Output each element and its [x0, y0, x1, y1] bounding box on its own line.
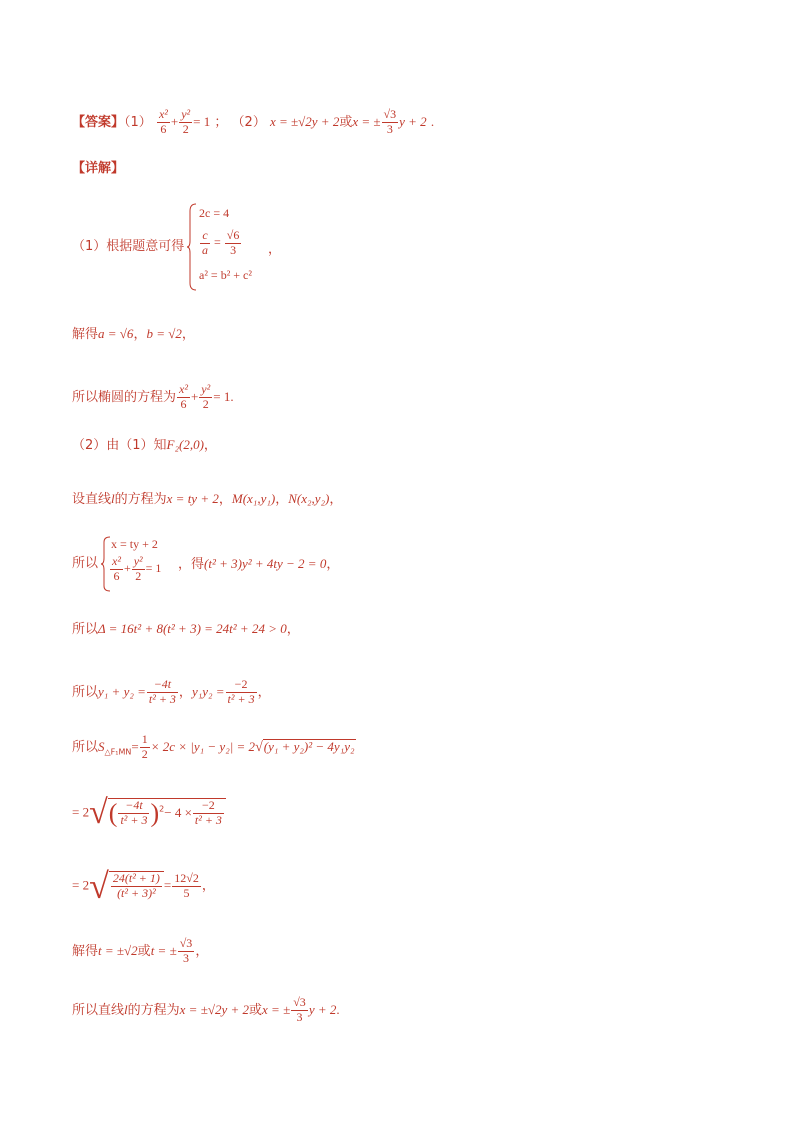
step13-eq2-prefix: x = ± — [262, 1001, 291, 1017]
step5-eq: x = ty + 2 — [166, 491, 219, 506]
step12-eq2: t = ± — [150, 942, 177, 958]
step12-eq1: t = ±√2 — [98, 942, 138, 958]
sqrt-icon: √ — [89, 794, 108, 831]
step11-eq: = — [163, 877, 172, 893]
step1-sys-line2: $\frac{c}{a}$ = $\frac{√6}{3}$ — [202, 228, 240, 257]
step5-end: ， — [329, 492, 343, 507]
step2-end: ， — [181, 327, 195, 342]
step9-s-sub: △F₁MN — [104, 747, 132, 757]
step13-frac: $\frac{√3}{3}$ — [293, 995, 306, 1024]
answer-part2-eq2-suffix: y + 2 — [399, 113, 427, 129]
step6-eq: (t² + 3)y² + 4ty − 2 = 0 — [204, 556, 327, 571]
answer-tag: 【答案】 — [72, 114, 125, 130]
step9-root: (y₁ + y₂)² − 4y₁y₂ — [263, 738, 355, 754]
step13-or: 或 — [249, 1002, 263, 1018]
step13-eq1: x = ±√2y + 2 — [179, 1001, 250, 1017]
answer-line — [72, 108, 434, 137]
step12-frac: $\frac{√3}{3}$ — [179, 936, 193, 965]
step9-half-frac: $\frac{1}{2}$ — [141, 732, 148, 761]
step1-sys-line3: a² = b² + c² — [199, 268, 252, 282]
answer-y-frac: $\frac{\text{y²}}{2}$ — [181, 107, 191, 136]
plus-sign: + — [170, 113, 179, 129]
step12-line — [72, 937, 208, 966]
step3-text: 所以椭圆的方程为 — [72, 389, 177, 405]
step9-eq1: = — [131, 738, 139, 754]
step10-root: ( $\frac{-4t}{\text{t² + 3}}$ )$^2$− 4 × $\frac{-2}{\text{t² + 3}}$ — [108, 798, 226, 828]
step8-prod-left: y₁y₂ = — [191, 683, 225, 699]
step7-eq: Δ = 16t² + 8(t² + 3) = 24t² + 24 > 0 — [98, 621, 287, 636]
step6-line — [72, 557, 98, 570]
step12-text: 解得 — [72, 943, 99, 959]
step3-line: 所以椭圆的方程为 $\frac{\text{x²}}{6}$ + $\frac{\text{y²}}{2}$ = 1. — [72, 382, 234, 411]
step11-root: $\frac{\text{24(t² + 1)}}{\text{(t² + 3)²}}$ — [109, 871, 164, 901]
answer-sqrt3-frac: $\frac{√3}{3}$ — [383, 107, 397, 136]
answer-or: 或 — [339, 114, 353, 130]
step10-lead: = 2 — [72, 804, 90, 820]
answer-x-frac: $\frac{\text{x²}}{6}$ — [158, 107, 168, 136]
step12-end: ， — [195, 943, 209, 959]
step1-text: （1）根据题意可得 — [72, 239, 185, 254]
step9-text: 所以 — [72, 739, 99, 755]
answer-part2-eq1: x = ±√2y + 2 — [269, 113, 340, 129]
step7-end: ， — [286, 622, 300, 637]
step12-or: 或 — [137, 943, 151, 959]
step8-line — [72, 678, 271, 707]
step11-lead: = 2 — [72, 877, 90, 893]
step13-line — [72, 996, 340, 1025]
step8-prod-frac: $\frac{-2}{\text{t² + 3}}$ — [227, 677, 255, 706]
sqrt-icon: √ — [89, 866, 109, 906]
step6-sys-line1: x = ty + 2 — [111, 537, 158, 551]
step2-sep: ， — [133, 327, 147, 342]
step11-end: ， — [201, 878, 215, 894]
step5-sep: ， — [218, 492, 232, 507]
step2-a-eq: a = √6 — [98, 326, 134, 341]
step5-text2: 的方程为 — [114, 492, 167, 507]
step13-text2: 的方程为 — [127, 1002, 180, 1018]
step6-end: ， — [326, 557, 340, 572]
step8-sum-left: y₁ + y₂ = — [98, 683, 146, 699]
step13-l: l — [124, 1001, 128, 1017]
answer-part2-label: （2） — [231, 114, 266, 130]
step10-line — [72, 796, 226, 830]
step8-text: 所以 — [72, 684, 99, 700]
step11-result-frac: $\frac{12√2}{5}$ — [174, 870, 199, 900]
step4-end: ， — [203, 438, 217, 453]
sqrt-icon: √ — [255, 739, 263, 755]
step1-sys-line1: 2c = 4 — [199, 206, 230, 220]
step4-line — [72, 438, 217, 452]
step2-line — [72, 327, 195, 341]
step9-eq2: × 2c × |y₁ − y₂| = 2 — [150, 738, 256, 754]
step9-line — [72, 733, 356, 762]
step5-N: N(x₂,y₂) — [288, 491, 330, 506]
step7-line — [72, 622, 300, 636]
detail-tag: 【详解】 — [72, 161, 125, 176]
step3-y-frac: $\frac{\text{y²}}{2}$ — [201, 382, 211, 411]
step4-text: （2）由（1）知 — [72, 438, 167, 453]
step6-sys-line2: $\frac{\text{x²}}{6}$ + $\frac{\text{y²}}{2}$ = 1 — [112, 554, 162, 583]
step2-b-eq: b = √2 — [146, 326, 182, 341]
step6-text2: ，得 — [178, 557, 205, 572]
step9-s: S — [98, 738, 105, 754]
step5-M: M(x₁,y₁) — [231, 491, 276, 506]
step2-text: 解得 — [72, 327, 99, 342]
step8-end: ， — [257, 684, 271, 700]
step3-eq-tail: = 1 — [213, 388, 231, 404]
step13-end: . — [336, 1001, 340, 1017]
step5-sep2: ， — [275, 492, 289, 507]
answer-period: . — [430, 113, 435, 129]
step8-sep: ， — [178, 684, 192, 700]
step3-end: . — [230, 388, 234, 404]
step6-tail — [178, 557, 339, 571]
step1-brace-icon — [186, 203, 198, 291]
step8-sum-frac: $\frac{-4t}{\text{t² + 3}}$ — [148, 677, 176, 706]
step1-comma: ， — [268, 242, 282, 257]
step5-text: 设直线 — [72, 492, 112, 507]
step1-line — [72, 240, 184, 253]
step6-text: 所以 — [72, 556, 99, 571]
step5-l: l — [111, 491, 115, 506]
answer-part1-label: （1） — [124, 114, 152, 130]
step3-x-frac: $\frac{\text{x²}}{6}$ — [179, 382, 188, 411]
answer-part1-eq: = 1 — [193, 113, 211, 129]
answer-part2-eq2-prefix: x = ± — [352, 113, 381, 129]
step5-line — [72, 492, 342, 506]
step7-text: 所以 — [72, 622, 99, 637]
step13-text: 所以直线 — [72, 1002, 125, 1018]
step13-eq2-suffix: y + 2 — [308, 1001, 337, 1017]
detail-tag-line — [72, 162, 124, 175]
answer-sep: ； — [214, 114, 228, 130]
step4-f2: F₂(2,0) — [166, 437, 204, 452]
step11-line — [72, 868, 215, 904]
